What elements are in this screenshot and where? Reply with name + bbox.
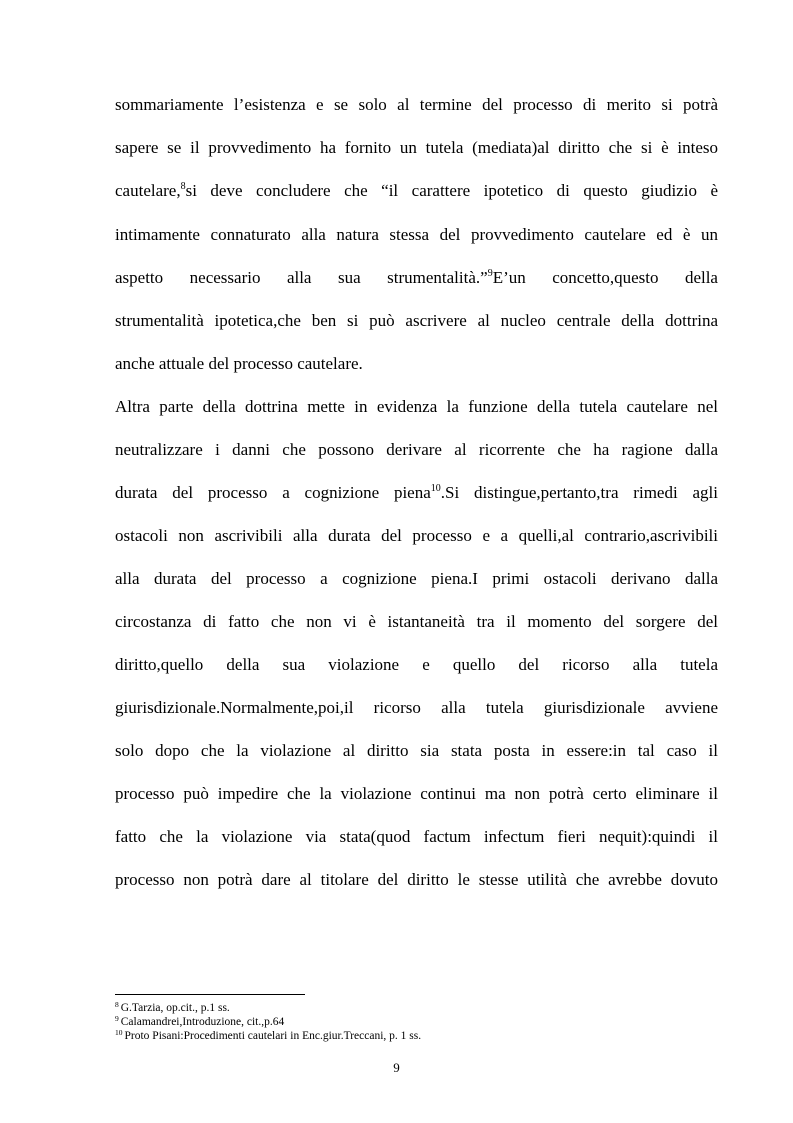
footnote-separator bbox=[115, 994, 305, 995]
body-line bbox=[115, 181, 718, 201]
footnote bbox=[115, 1030, 421, 1043]
body-line: giurisdizionale.Normalmente,poi,il ricorso alla tutela giurisdizionale avviene bbox=[115, 698, 718, 717]
body-line: anche attuale del processo cautelare. bbox=[115, 354, 363, 373]
body-line: strumentalità ipotetica,che ben si può ascrivere al nucleo centrale della dottrina bbox=[115, 311, 718, 330]
body-text: si deve concludere che “il carattere ipotetico di questo giudizio è bbox=[185, 181, 718, 200]
footnote bbox=[115, 1002, 230, 1015]
body-line: Altra parte della dottrina mette in evidenza la funzione della tutela cautelare nel bbox=[115, 397, 718, 416]
body-line: sommariamente l’esistenza e se solo al termine del processo di merito si potrà bbox=[115, 95, 718, 114]
body-text: .Si distingue,pertanto,tra rimedi agli bbox=[440, 483, 718, 502]
footnote-number: 8 bbox=[115, 1000, 119, 1009]
body-text: E’un concetto,questo della bbox=[492, 268, 718, 287]
footnote-reference: 8 bbox=[180, 181, 186, 192]
footnote bbox=[115, 1016, 284, 1029]
body-text: aspetto necessario alla sua strumentalità.” bbox=[115, 268, 488, 287]
body-line: ostacoli non ascrivibili alla durata del processo e a quelli,al contrario,ascrivibili bbox=[115, 526, 718, 545]
body-line: alla durata del processo a cognizione piena.I primi ostacoli derivano dalla bbox=[115, 569, 718, 588]
body-line: sapere se il provvedimento ha fornito un tutela (mediata)al diritto che si è inteso bbox=[115, 138, 718, 157]
body-line: processo non potrà dare al titolare del diritto le stesse utilità che avrebbe dovuto bbox=[115, 870, 718, 889]
footnote-text: Proto Pisani:Procedimenti cautelari in Enc.giur.Treccani, p. 1 ss. bbox=[124, 1030, 422, 1042]
body-line: intimamente connaturato alla natura stessa del provvedimento cautelare ed è un bbox=[115, 225, 718, 244]
footnote-reference: 9 bbox=[487, 268, 493, 279]
body-line: neutralizzare i danni che possono derivare al ricorrente che ha ragione dalla bbox=[115, 440, 718, 459]
body-text: cautelare, bbox=[115, 181, 181, 200]
body-line bbox=[115, 483, 718, 503]
body-line: solo dopo che la violazione al diritto sia stata posta in essere:in tal caso il bbox=[115, 741, 718, 760]
body-line bbox=[115, 268, 718, 288]
footnote-number: 9 bbox=[115, 1014, 119, 1023]
footnote-text: Calamandrei,Introduzione, cit.,p.64 bbox=[120, 1016, 285, 1028]
body-line: circostanza di fatto che non vi è istantaneità tra il momento del sorgere del bbox=[115, 612, 718, 631]
page-number: 9 bbox=[393, 1060, 400, 1075]
body-line: processo può impedire che la violazione continui ma non potrà certo eliminare il bbox=[115, 784, 718, 803]
footnote-text: G.Tarzia, op.cit., p.1 ss. bbox=[120, 1002, 230, 1014]
footnote-reference: 10 bbox=[430, 483, 441, 494]
body-line: diritto,quello della sua violazione e quello del ricorso alla tutela bbox=[115, 655, 718, 674]
body-line: fatto che la violazione via stata(quod factum infectum fieri nequit):quindi il bbox=[115, 827, 718, 846]
footnote-number: 10 bbox=[115, 1028, 123, 1037]
body-text: durata del processo a cognizione piena bbox=[115, 483, 431, 502]
